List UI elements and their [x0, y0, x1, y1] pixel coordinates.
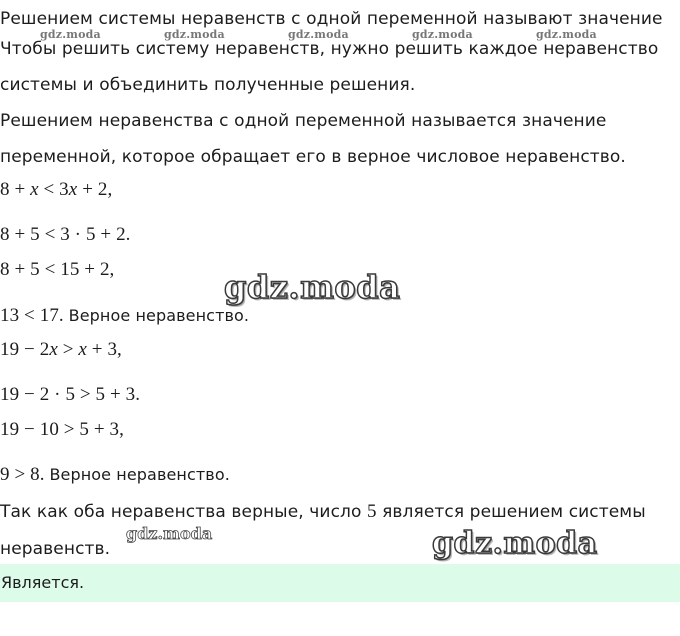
watermark-small-5: gdz.moda: [536, 28, 597, 41]
text-line-4: Решением неравенства с одной переменной называется значение: [0, 111, 607, 131]
text-line-3: системы и объединить полученные решения.: [0, 75, 416, 95]
answer-box: [0, 564, 680, 602]
watermark-large-2: gdz.moda: [432, 526, 598, 561]
watermark-medium: gdz.moda: [126, 524, 213, 543]
text-line-9: Так как оба неравенства верные, число 5 является решением системы: [0, 501, 646, 522]
watermark-small-3: gdz.moda: [288, 28, 349, 41]
math-line-6: 19 − 2 · 5 > 5 + 3.: [0, 384, 141, 405]
answer-text: Является.: [1, 573, 85, 592]
watermark-small-2: gdz.moda: [164, 28, 225, 41]
watermark-large-1: gdz.moda: [224, 268, 401, 306]
math-line-4: 13 < 17. Верное неравенство.: [0, 305, 250, 326]
math-line-8: 9 > 8. Верное неравенство.: [0, 464, 230, 485]
math-line-3: 8 + 5 < 15 + 2,: [0, 259, 115, 280]
math-line-2: 8 + 5 < 3 · 5 + 2.: [0, 224, 131, 245]
text-line-2: Чтобы решить систему неравенств, нужно решить каждое неравенство: [0, 39, 659, 59]
math-line-7: 19 − 10 > 5 + 3,: [0, 419, 124, 440]
watermark-small-4: gdz.moda: [412, 28, 473, 41]
text-line-10: неравенств.: [0, 539, 111, 559]
text-line-1: Решением системы неравенств с одной переменной называют значение: [0, 9, 663, 29]
watermark-small-1: gdz.moda: [40, 28, 101, 41]
math-line-1: 8 + x < 3x + 2,: [0, 179, 113, 200]
math-line-5: 19 − 2x > x + 3,: [0, 339, 122, 360]
text-line-5: переменной, которое обращает его в верное числовое неравенство.: [0, 147, 626, 167]
